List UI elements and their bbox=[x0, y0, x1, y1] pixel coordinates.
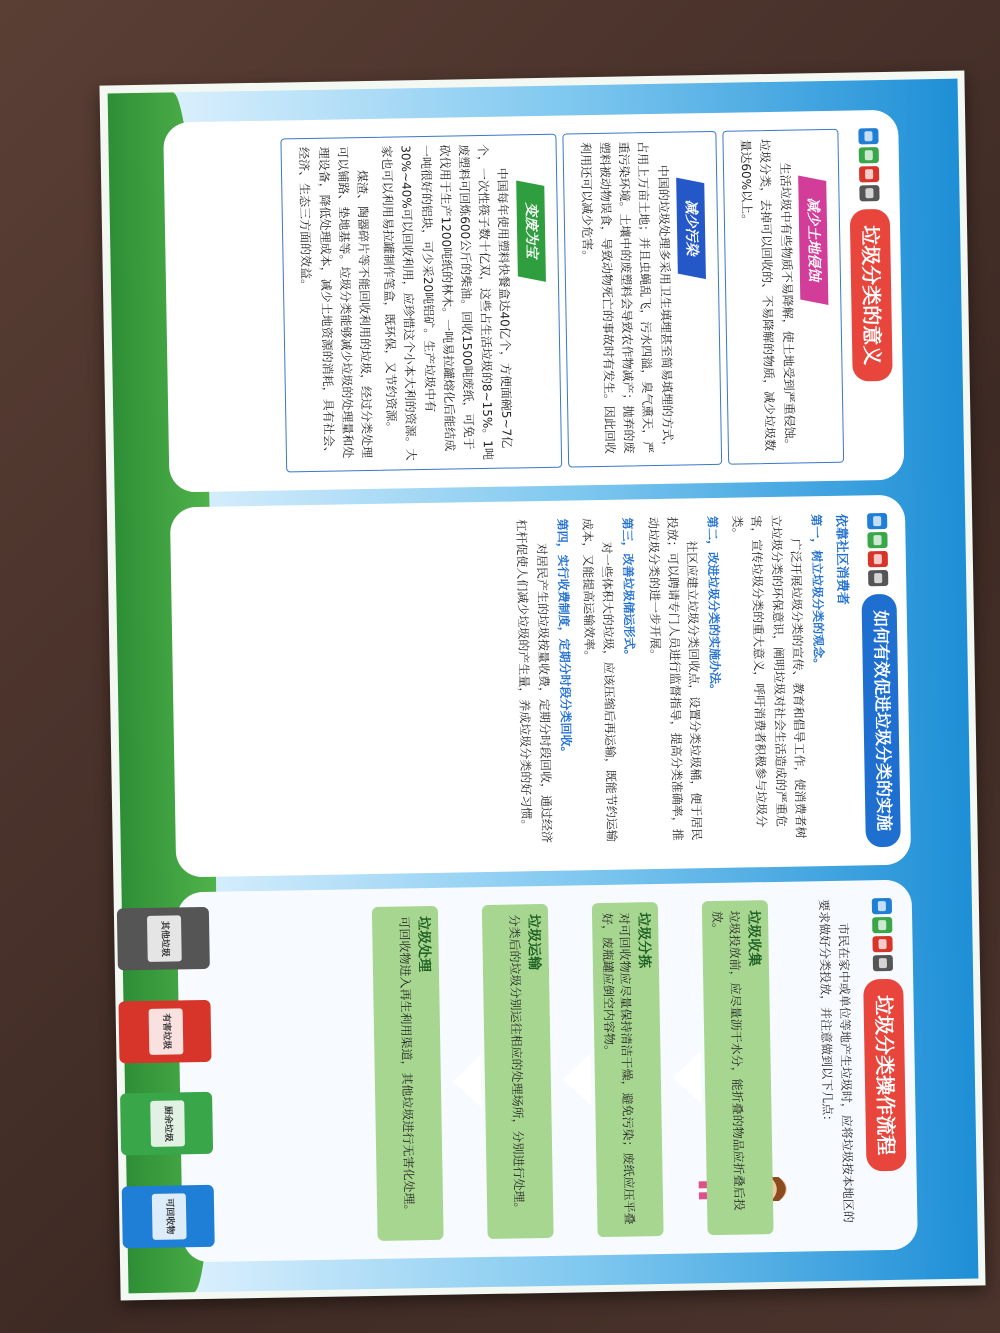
recycle-bin-icon bbox=[858, 128, 878, 144]
section-tag: 变废为宝 bbox=[515, 180, 545, 282]
recyclable-bin bbox=[121, 1184, 214, 1248]
panel-process-header bbox=[861, 897, 907, 1232]
flow-step-text: 对可回收物应尽量保持清洁干燥，避免污染；废纸应压平叠好，废瓶罐应倒空内容物。 bbox=[599, 911, 636, 1225]
process-intro: 市民在家中或单位等地产生垃圾时，应将垃圾按本地区的要求做好分类投放，并注意做到以下几点： bbox=[816, 898, 855, 1223]
flow-step bbox=[371, 905, 443, 1240]
other-waste-bin bbox=[116, 907, 209, 971]
panel-significance-header bbox=[848, 127, 894, 462]
flow-step-title: 垃圾分拣 bbox=[634, 911, 652, 968]
step-heading: 第三，改善垃圾储运形式。 bbox=[619, 516, 637, 662]
section-box bbox=[280, 133, 561, 472]
flow-step-text: 垃圾投放前，应尽量沥干水分，能折叠的物品应折叠后投放。 bbox=[709, 910, 746, 1211]
section-box bbox=[722, 128, 844, 464]
step-text: 社区应建立垃圾分类回收点，设置分类垃圾桶，便于居民投放；可以聘请专门人员进行监督指导，提高分类准确率，推动垃圾分类的进一步开展。 bbox=[645, 516, 704, 841]
panel-title: 垃圾分类操作流程 bbox=[863, 978, 906, 1171]
bin-label: 其他垃圾 bbox=[146, 915, 181, 962]
kitchen-bin-icon bbox=[858, 147, 878, 163]
hazardous-waste-bin bbox=[118, 999, 211, 1063]
section-text: 中国每年使用塑料快餐盒达40亿个，方便面碗5~7亿个，一次性筷子数十亿双，这些占生活垃圾的8~15%。1吨废塑料可回炼600公斤的柴油。回收1500吨废纸，可免于砍伐用于生产1200吨纸的林木。一吨易拉罐熔化后能结成一吨很好的铝块，可少采20吨铝矿。生产垃圾中有30%~40%可以回收利用，应珍惜这个小本大利的资源。大家也可以利用易拉罐制作笔盒，既环保，又节约资源。 bbox=[379, 143, 514, 461]
step-heading: 第四，实行收费制度，定期分时段分类回收。 bbox=[554, 518, 573, 759]
step-text: 对居民产生的垃圾按量收费，定期分时段回收，通过经济杠杆促使人们减少垃圾的产生量，养成垃圾分类的好习惯。 bbox=[513, 518, 553, 843]
kitchen-bin-icon bbox=[867, 531, 887, 547]
recycle-bin-icon bbox=[871, 897, 891, 913]
bin-icons bbox=[867, 512, 888, 585]
bin-label: 厨余垃圾 bbox=[150, 1100, 185, 1147]
kitchen-bin-icon bbox=[872, 916, 892, 932]
flow-step-text: 分类后的垃圾分别运往相应的处理场所，分别进行处理。 bbox=[506, 913, 526, 1215]
process-flow bbox=[247, 899, 813, 1243]
section-box bbox=[562, 130, 722, 467]
flow-step-title: 垃圾收集 bbox=[744, 909, 762, 967]
step-heading: 第一，树立垃圾分类的观念。 bbox=[808, 513, 826, 670]
panel-title: 垃圾分类的意义 bbox=[849, 208, 892, 381]
section-tag: 减少污染 bbox=[675, 177, 705, 279]
other-bin-icon bbox=[872, 954, 892, 970]
kitchen-waste-bin bbox=[120, 1092, 213, 1156]
flow-step-title: 垃圾运输 bbox=[524, 913, 542, 970]
section-tag: 减少土地侵蚀 bbox=[797, 175, 828, 305]
section-text: 中国的垃圾处理多采用卫生填埋甚至简易填埋的方式，占用上万亩土地；并且虫蝇乱飞，污水四溢，臭气熏天，严重污染环境。土壤中的废塑料会导致农作物减产；抛弃的废塑料被动物误食，导致动物死亡的事故时有发生。因此回收利用还可以减少危害。 bbox=[577, 140, 675, 454]
section-text: 生活垃圾中有些物质不易降解，使土地受到严重侵蚀。垃圾分类，去掉可以回收的、不易降解的物质，减少垃圾数量达60%以上。 bbox=[738, 138, 797, 451]
flow-step bbox=[591, 902, 663, 1237]
panel-implementation-header bbox=[859, 512, 900, 847]
panel-implementation bbox=[169, 494, 910, 877]
bin-label: 有害垃圾 bbox=[148, 1008, 183, 1055]
other-bin-icon bbox=[859, 185, 879, 201]
step-text: 对一些体积大的垃圾，应该压缩后再运输，既能节约运输成本，又能提高运输效率。 bbox=[579, 517, 619, 842]
flow-step bbox=[481, 903, 553, 1238]
recycle-bin-icon bbox=[867, 512, 887, 528]
hazard-bin-icon bbox=[872, 935, 892, 951]
down-arrow-icon bbox=[672, 1051, 701, 1103]
brochure-content bbox=[107, 78, 978, 1293]
bin-icons bbox=[871, 897, 892, 970]
flow-step bbox=[701, 900, 773, 1235]
other-bin-icon bbox=[868, 569, 888, 585]
step-text: 广泛开展垃圾分类的宣传、教育和倡导工作，使消费者树立垃圾分类的环保意识，阐明垃圾对社会生活造成的严重危害，宣传垃圾分类的重大意义，呼吁消费者积极参与垃圾分类。 bbox=[729, 514, 808, 839]
down-arrow-icon bbox=[562, 1053, 591, 1105]
step-heading: 第二，改进垃圾分类的实施办法。 bbox=[704, 515, 722, 696]
hazard-bin-icon bbox=[858, 166, 878, 182]
panel-process bbox=[176, 879, 917, 1262]
section-heading: 依靠社区消费者 bbox=[832, 513, 849, 605]
bin-icons bbox=[858, 128, 879, 201]
down-arrow-icon bbox=[452, 1055, 481, 1107]
panel-title: 如何有效促进垃圾分类的实施 bbox=[861, 593, 901, 847]
flow-step-text: 可回收物进入再生利用渠道，其他垃圾进行无害化处理。 bbox=[396, 915, 416, 1217]
bin-label: 可回收物 bbox=[151, 1193, 186, 1240]
brochure bbox=[99, 71, 985, 1301]
panel-significance bbox=[163, 109, 904, 492]
hazard-bin-icon bbox=[868, 550, 888, 566]
section-text: 煤渣、陶器碎片等不能回收利用的垃圾，经过分类处理可以铺路、垫地基等。垃圾分类能够减少垃圾的处理量和处理设备，降低处理成本，减少土地资源的消耗，具有社会、经济、生态三方面的效益。 bbox=[296, 145, 374, 459]
bin-row bbox=[116, 891, 242, 1263]
flow-step-title: 垃圾处理 bbox=[414, 915, 432, 972]
